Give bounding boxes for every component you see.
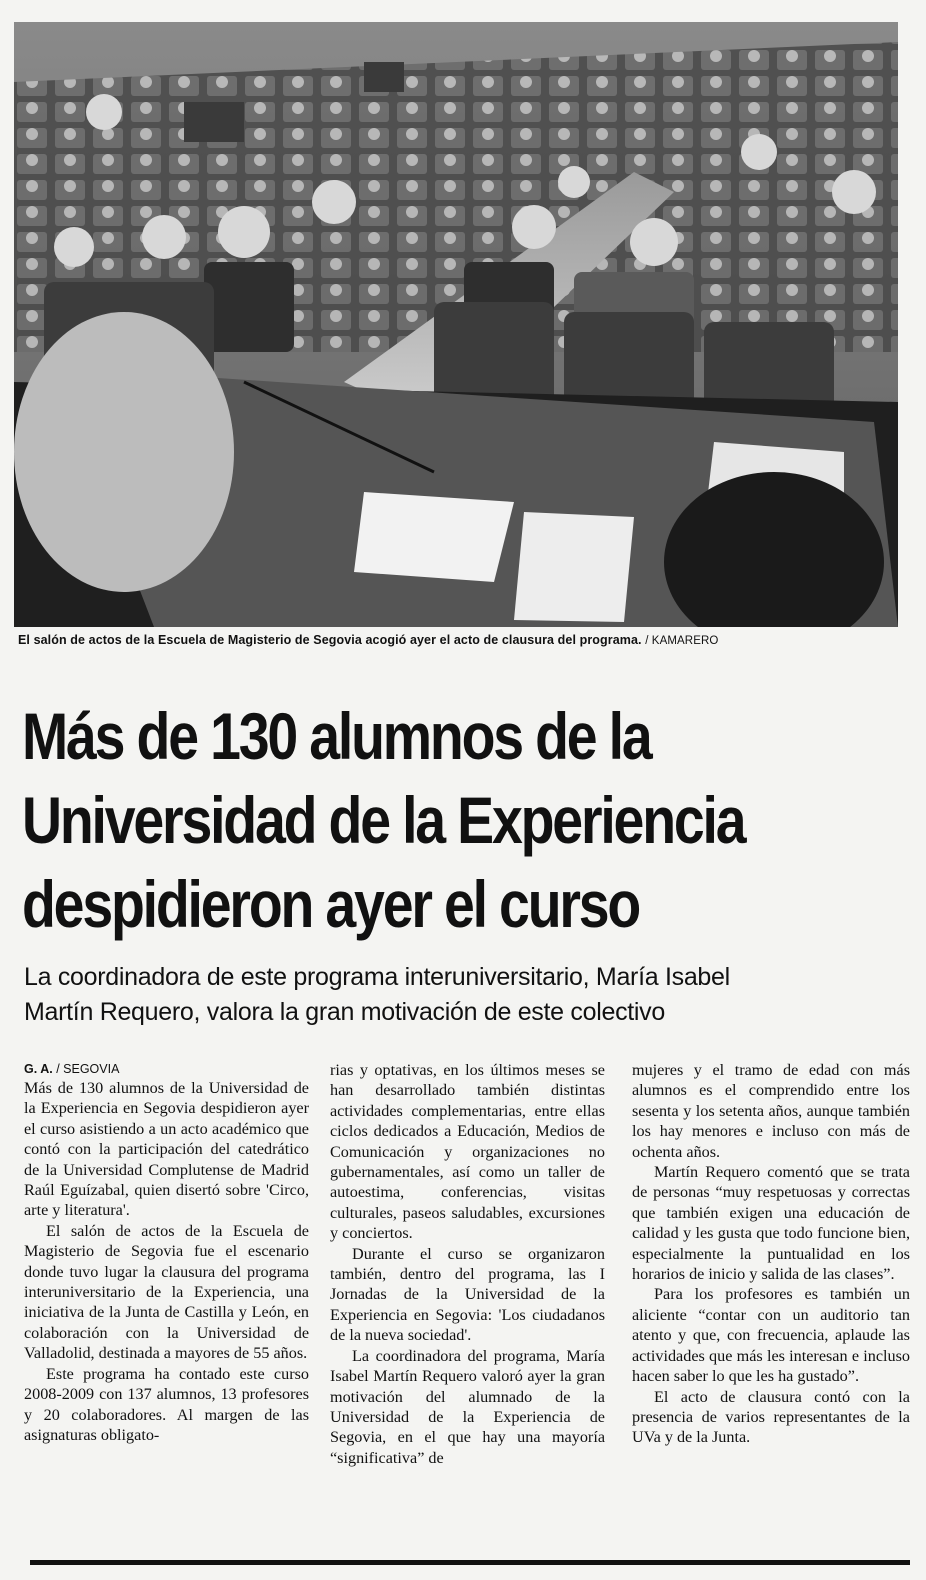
article-paragraph: Este programa ha contado este curso 2008-2009 con 137 alumnos, 13 profesores y 20 colaboradores. Al margen de las asignaturas obligato- [24,1364,309,1444]
subheadline-line-1: La coordinadora de este programa interuniversitario, María Isabel [24,963,730,991]
byline-location: / SEGOVIA [56,1062,120,1076]
article-paragraph: Martín Requero comentó que se trata de personas “muy respetuosas y correctas que también exigen una educación de calidad y les gusta que todo funcione bien, especialmente la puntualidad en los horarios de inicio y salida de las clases”. [632,1163,910,1284]
article-paragraph: Para los profesores es también un aliciente “contar con un auditorio tan atento y que, con frecuencia, aplaude las actividades que más les interesan e incluso hacen saber lo que les ha gustado”. [632,1285,910,1386]
caption-text: El salón de actos de la Escuela de Magisterio de Segovia acogió ayer el acto de clausura del programa. [18,633,642,647]
headline-line-3: despidieron ayer el curso [22,867,640,941]
article-paragraph: La coordinadora del programa, María Isabel Martín Requero valoró ayer la gran motivación del alumnado de la Universidad de la Experiencia de Segovia, en el que hay una mayoría “significativa” de [330,1346,605,1467]
article-column-2 [330,1060,605,1468]
article-paragraph: El salón de actos de la Escuela de Magisterio de Segovia fue el escenario donde tuvo lugar la clausura del programa interuniversitario de la Experiencia, una iniciativa de la Junta de Castilla y León, en colaboración con la Universidad de Valladolid, destinada a mayores de 55 años. [24,1221,309,1363]
article-column-1 [24,1060,309,1445]
article-column-3 [632,1060,910,1448]
headline [22,694,770,946]
bottom-rule [30,1560,910,1565]
photo-credit: / KAMARERO [645,635,719,647]
article-paragraph: mujeres y el tramo de edad con más alumnos es el comprendido entre los sesenta y los setenta años, aunque también los hay menores e incluso con más de ochenta años. [632,1061,910,1161]
headline-line-2: Universidad de la Experiencia [22,783,745,857]
subheadline-line-2: Martín Requero, valora la gran motivación de este colectivo [24,998,665,1026]
subheadline [24,960,914,1030]
headline-line-1: Más de 130 alumnos de la [22,699,651,773]
article-paragraph: rias y optativas, en los últimos meses se han desarrollado también distintas actividades complementarias, entre ellas ciclos dedicados a Educación, Medios de Comunicación y organizaciones no gubernamentales, así como un taller de autoestima, conferencias, visitas culturales, paseos saludables, excursiones y conciertos. [330,1061,605,1243]
photo-caption [18,633,908,647]
news-photo-auditorium [14,22,898,627]
article-paragraph: El acto de clausura contó con la presencia de varios representantes de la UVa y de la Junta. [632,1387,910,1447]
article-paragraph: Durante el curso se organizaron también, dentro del programa, las I Jornadas de la Universidad de la Experiencia en Segovia: 'Los ciudadanos de la nueva sociedad'. [330,1244,605,1345]
byline [24,1060,309,1078]
article-paragraph: Más de 130 alumnos de la Universidad de la Experiencia en Segovia despidieron ayer el curso asistiendo a un acto académico que contó con la participación del catedrático de la Universidad Complutense de Madrid Raúl Eguízabal, quien disertó sobre 'Circo, arte y literatura'. [24,1079,309,1220]
byline-author: G. A. [24,1062,53,1076]
